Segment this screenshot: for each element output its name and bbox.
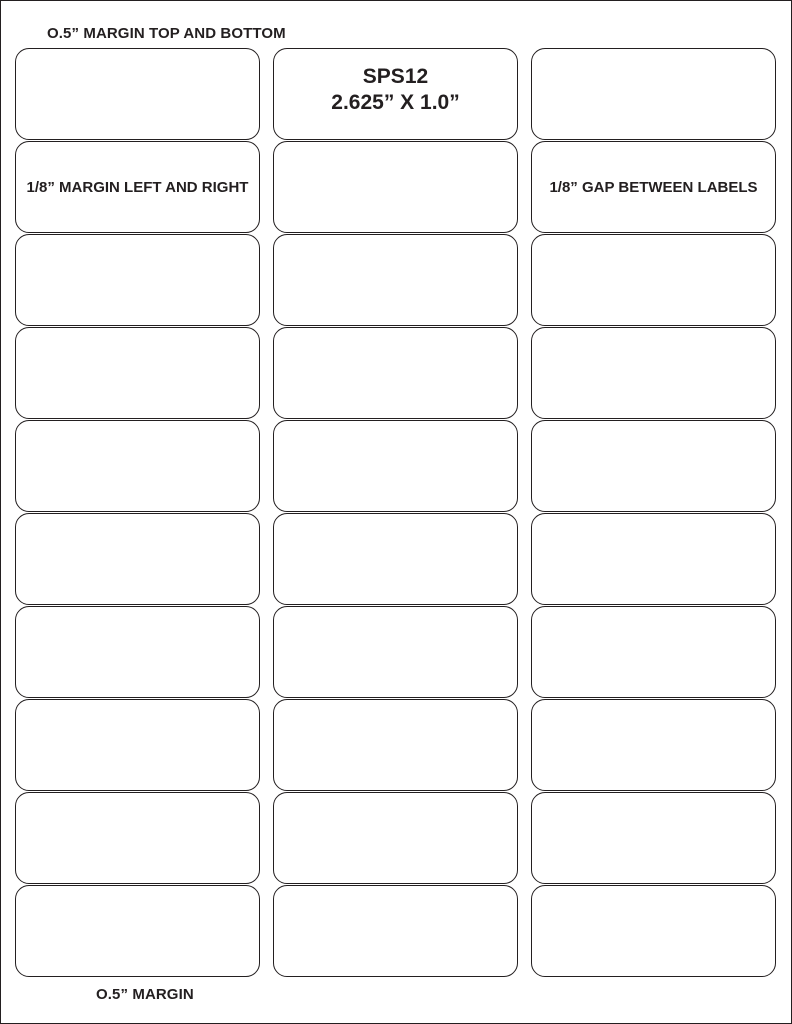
label-cell[interactable] [15,699,260,791]
label-cell[interactable] [273,234,518,326]
label-cell[interactable] [273,699,518,791]
label-grid [15,48,776,977]
label-cell[interactable] [15,792,260,884]
label-cell[interactable] [531,885,776,977]
label-cell[interactable] [273,885,518,977]
label-cell-gap[interactable] [531,141,776,233]
label-cell[interactable] [531,513,776,605]
label-cell[interactable] [15,234,260,326]
label-cell[interactable] [15,327,260,419]
label-size: 2.625” X 1.0” [331,91,460,114]
label-cell[interactable] [273,327,518,419]
label-cell[interactable] [273,792,518,884]
label-cell[interactable] [531,699,776,791]
label-cell[interactable] [273,513,518,605]
bottom-margin-note: O.5” MARGIN [96,986,194,1003]
label-cell[interactable] [15,420,260,512]
label-cell[interactable] [531,606,776,698]
product-code: SPS12 [362,65,429,88]
label-cell[interactable] [15,513,260,605]
label-cell-title[interactable] [273,48,518,140]
label-cell[interactable] [273,606,518,698]
label-gap-note: 1/8” GAP BETWEEN LABELS [549,178,758,196]
label-cell[interactable] [15,885,260,977]
label-cell[interactable] [531,48,776,140]
label-cell[interactable] [531,327,776,419]
label-title [331,64,459,116]
side-margin-note: 1/8” MARGIN LEFT AND RIGHT [26,178,249,196]
label-cell[interactable] [531,420,776,512]
label-cell[interactable] [273,420,518,512]
label-cell[interactable] [273,141,518,233]
label-cell[interactable] [531,234,776,326]
label-cell[interactable] [531,792,776,884]
label-cell[interactable] [15,606,260,698]
top-margin-note: O.5” MARGIN TOP AND BOTTOM [47,25,286,42]
label-cell-side-margin[interactable] [15,141,260,233]
label-cell[interactable] [15,48,260,140]
